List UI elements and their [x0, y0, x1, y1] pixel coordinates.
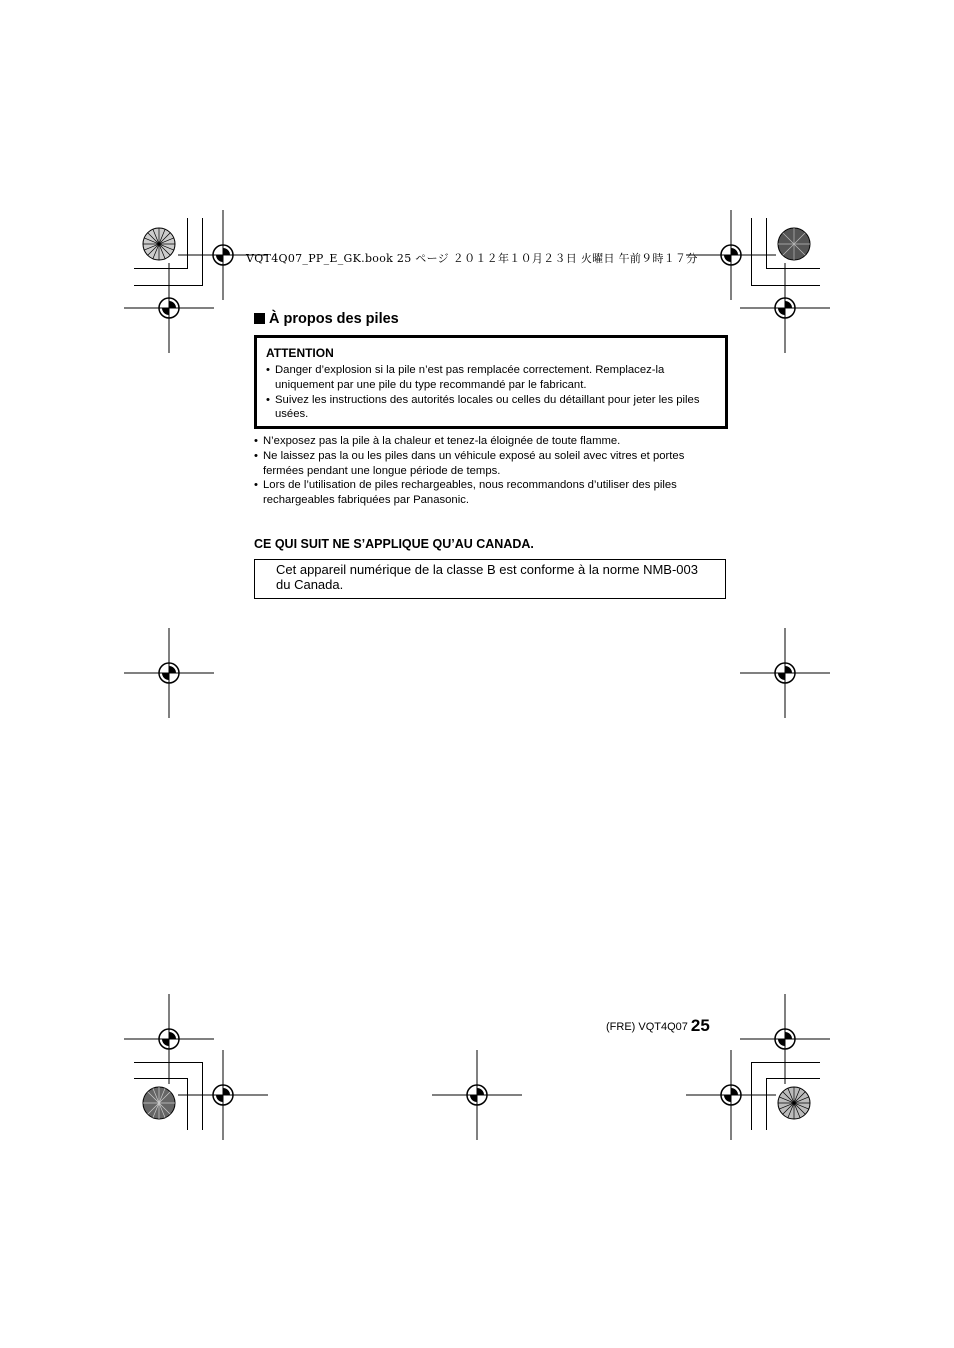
- attention-item: [266, 363, 716, 393]
- registration-mark-icon: [740, 628, 830, 718]
- canada-heading: CE QUI SUIT NE S’APPLIQUE QU’AU CANADA.: [254, 537, 534, 551]
- book-meta-header: VQT4Q07_PP_E_GK.book 25 ページ ２０１２年１０月２３日 火曜日 午前９時１７分: [246, 252, 698, 265]
- canada-notice-box: [254, 559, 726, 599]
- attention-box: [254, 335, 728, 429]
- section-heading: [254, 311, 399, 327]
- color-rosette-icon: [141, 1085, 177, 1121]
- attention-title: ATTENTION: [266, 346, 334, 360]
- page-number: 25: [690, 1016, 710, 1035]
- bullet-icon: •: [254, 449, 258, 462]
- list-item: [254, 434, 724, 449]
- color-rosette-icon: [776, 226, 812, 262]
- list-item: [254, 449, 724, 479]
- section-title: À propos des piles: [269, 311, 399, 327]
- attention-item: [266, 393, 716, 423]
- registration-mark-icon: [124, 263, 214, 353]
- color-rosette-icon: [776, 1085, 812, 1121]
- color-rosette-icon: [141, 226, 177, 262]
- registration-mark-icon: [178, 1050, 268, 1140]
- list-item: [254, 478, 724, 508]
- attention-list: [266, 363, 716, 422]
- registration-mark-icon: [686, 1050, 776, 1140]
- attention-item-text: Suivez les instructions des autorités locales ou celles du détaillant pour jeter les piles usées.: [275, 393, 700, 421]
- bullet-icon: •: [254, 435, 258, 447]
- square-bullet-icon: [254, 313, 265, 324]
- attention-item-text: Danger d’explosion si la pile n’est pas remplacée correctement. Remplacez-la uniquement par une pile du type recommandé par le fabricant.: [275, 364, 665, 391]
- bullet-icon: •: [266, 393, 270, 406]
- note-text: Lors de l’utilisation de piles rechargeables, nous recommandons d’utiliser des piles rechargeables fabriquées par Panasonic.: [263, 479, 677, 507]
- registration-mark-icon: [740, 263, 830, 353]
- registration-mark-icon: [124, 628, 214, 718]
- footer-ref: (FRE) VQT4Q07: [606, 1021, 688, 1033]
- canada-notice-text: Cet appareil numérique de la classe B est conforme à la norme NMB-003 du Canada.: [276, 562, 698, 592]
- bullet-icon: •: [266, 364, 270, 376]
- bullet-icon: •: [254, 479, 258, 492]
- battery-notes-list: [254, 434, 724, 508]
- registration-mark-icon: [432, 1050, 522, 1140]
- note-text: N’exposez pas la pile à la chaleur et tenez-la éloignée de toute flamme.: [263, 435, 621, 447]
- note-text: Ne laissez pas la ou les piles dans un véhicule exposé au soleil avec vitres et portes fermées pendant une longue période de temps.: [263, 449, 685, 477]
- page-footer: [606, 1016, 710, 1036]
